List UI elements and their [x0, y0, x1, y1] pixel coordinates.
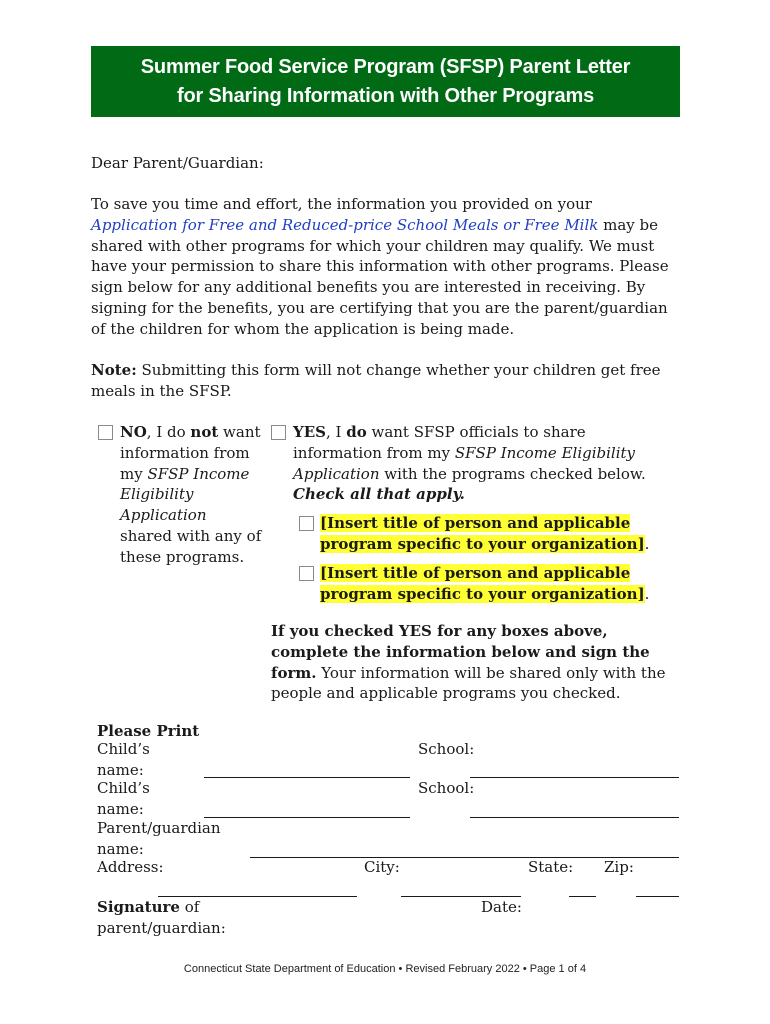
school1-label: School: [418, 740, 475, 758]
title-line-1: Summer Food Service Program (SFSP) Parent Letter [140, 55, 631, 78]
program-suffix-1: . [644, 534, 650, 553]
program-suffix-2: . [644, 584, 650, 603]
child1-name-field[interactable] [204, 777, 410, 778]
title-line-2: for Sharing Information with Other Programs [177, 84, 594, 107]
no-checkbox[interactable] [98, 425, 113, 440]
child1-label: Child’s name: [97, 740, 150, 779]
date-label: Date: [481, 898, 522, 916]
not-label: not [190, 423, 219, 441]
note-paragraph [91, 360, 681, 402]
signature-rest: of parent/guardian: [97, 898, 226, 937]
footer-separator-1: • [398, 963, 403, 975]
program-checkbox-2[interactable] [299, 566, 314, 581]
page-footer [0, 963, 770, 975]
check-all-label: Check all that apply. [293, 485, 465, 504]
no-rest: want information from my [120, 423, 261, 483]
program-item-2 [320, 563, 665, 605]
yes-rest: want SFSP officials to share information from my [293, 423, 586, 462]
signature-label [97, 897, 257, 938]
footer-page-number: Page 1 of 4 [529, 963, 587, 975]
if-yes-rest: Your information will be shared only with the people and applicable programs you checked. [271, 663, 666, 703]
salutation: Dear Parent/Guardian: [91, 154, 264, 172]
state-field[interactable] [569, 896, 596, 897]
yes-checkbox[interactable] [271, 425, 286, 440]
zip-label: Zip: [604, 858, 634, 876]
school1-field[interactable] [470, 777, 679, 778]
no-mid: , I do [146, 423, 191, 441]
child2-label: Child’s name: [97, 779, 150, 818]
application-link[interactable]: Application for Free and Reduced-price School Meals or Free Milk [91, 215, 599, 234]
footer-department: Connecticut State Department of Education [183, 963, 396, 975]
if-yes-bold: If you checked YES for any boxes above, complete the information below and sign the form. [271, 622, 650, 682]
city-label: City: [364, 858, 400, 876]
note-text: Submitting this form will not change whether your children get free meals in the SFSP. [91, 361, 661, 400]
yes-mid: , I [325, 423, 347, 441]
signature-bold: Signature [97, 898, 180, 916]
school2-label: School: [418, 779, 475, 797]
program-checkbox-1[interactable] [299, 516, 314, 531]
no-label: NO [120, 423, 147, 441]
program-placeholder-1: [Insert title of person and applicable program specific to your organization] [320, 514, 645, 553]
parent-name-label: Parent/guardian name: [97, 819, 221, 858]
please-print-label: Please Print [97, 722, 200, 740]
if-yes-instructions [271, 621, 681, 704]
intro-part-2: may be shared with other programs for which your children may qualify. We must have your permission to share this information with other programs. Please sign below for any additional benefits you are interested in receiving. By signing for the benefits, you are certifying that you are the parent/guardian of the children for whom the application is being made. [91, 215, 669, 338]
yes-option-text [293, 422, 665, 505]
yes-application-name: SFSP Income Eligibility Application [293, 443, 636, 483]
note-label: Note: [91, 361, 137, 379]
title-banner [91, 46, 680, 117]
program-placeholder-2: [Insert title of person and applicable program specific to your organization] [320, 564, 645, 603]
no-end: shared with any of these programs. [120, 526, 262, 566]
address-label: Address: [97, 858, 164, 876]
state-label: State: [528, 858, 574, 876]
zip-field[interactable] [636, 896, 679, 897]
yes-end: with the programs checked below. [379, 464, 646, 483]
intro-paragraph [91, 194, 681, 340]
program-item-1 [320, 513, 665, 555]
yes-label: YES [293, 423, 326, 441]
school2-field[interactable] [470, 817, 679, 818]
intro-part-1: To save you time and effort, the information you provided on your [91, 195, 592, 213]
do-label: do [346, 423, 367, 441]
footer-separator-2: • [522, 963, 527, 975]
no-option-text [120, 422, 262, 568]
no-application-name: SFSP Income Eligibility Application [120, 464, 250, 525]
footer-revision: Revised February 2022 [405, 963, 520, 975]
